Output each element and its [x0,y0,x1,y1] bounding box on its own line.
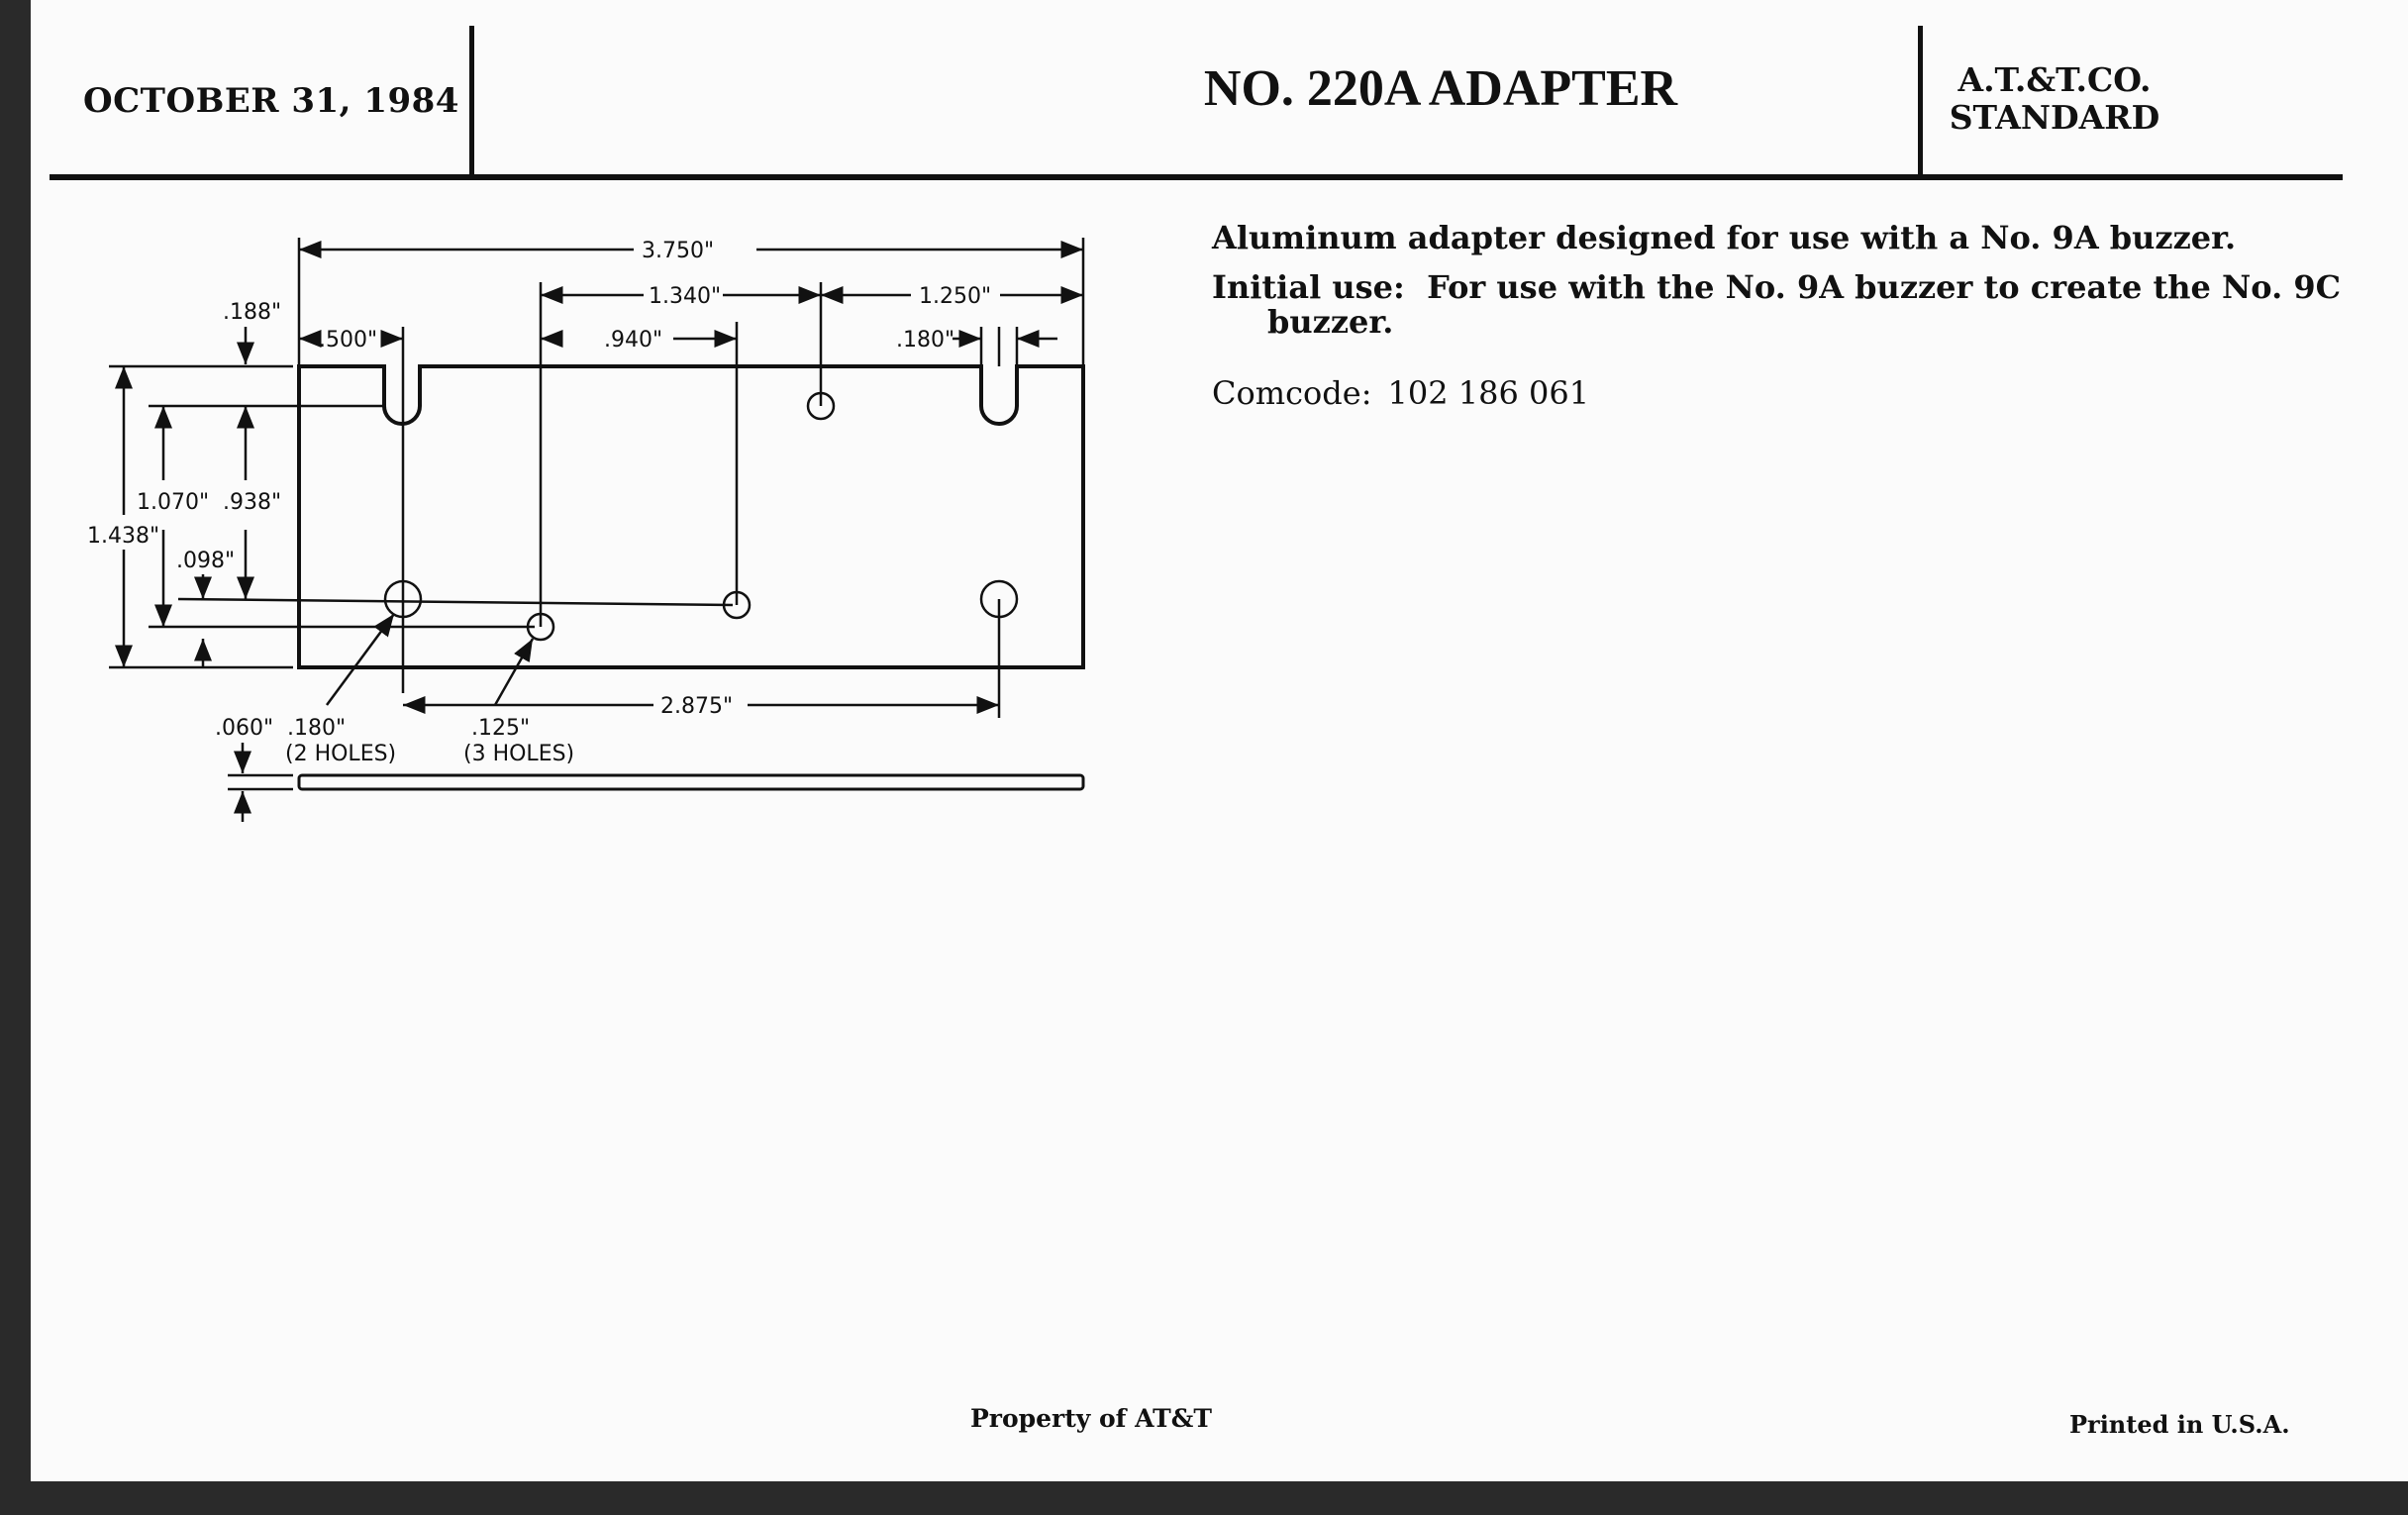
dim-2875: 2.875" [660,694,734,719]
comcode-line [1212,374,2351,412]
dim-500: .500" [319,328,378,353]
standard-label [1931,61,2178,137]
header-divider-right [1918,26,1923,174]
dim-1070: 1.070" [137,490,210,515]
footer-printed: Printed in U.S.A. [2069,1410,2290,1439]
dim-188: .188" [223,300,282,325]
dim-hole-125: .125" [471,716,531,741]
dim-938: .938" [223,490,282,515]
adapter-drawing [0,0,1139,852]
page-title: NO. 220A ADAPTER [1203,60,1678,117]
dim-1438: 1.438" [87,524,160,549]
comcode-value: 102 186 061 [1387,374,1590,412]
dim-1340: 1.340" [649,284,722,309]
dim-hole-125-count: (3 HOLES) [463,742,575,766]
dim-060: .060" [215,716,274,741]
dim-overall-length: 3.750" [642,239,715,263]
initial-use-continuation: buzzer. [1267,303,1394,341]
footer-property: Property of AT&T [970,1404,1212,1433]
standard-line-1: A.T.&T.CO. [1957,60,2152,99]
plate-outline [299,366,1083,667]
dim-180-slot: .180" [896,328,955,353]
side-view [299,775,1083,789]
comcode-label: Comcode: [1212,374,1372,412]
description-line: Aluminum adapter designed for use with a No. 9A buzzer. [1212,219,2237,256]
initial-use-line [1212,269,2351,305]
dim-hole-180: .180" [287,716,347,741]
initial-use-label: Initial use: [1212,268,1405,306]
dim-098: .098" [176,549,236,573]
initial-use-text: For use with the No. 9A buzzer to create the No. 9C [1427,268,2342,306]
header-date: OCTOBER 31, 1984 [83,81,459,121]
dim-1250: 1.250" [919,284,992,309]
standard-line-2: STANDARD [1949,98,2160,137]
dim-940: .940" [604,328,663,353]
dim-hole-180-count: (2 HOLES) [285,742,397,766]
description-block [1212,220,2351,412]
